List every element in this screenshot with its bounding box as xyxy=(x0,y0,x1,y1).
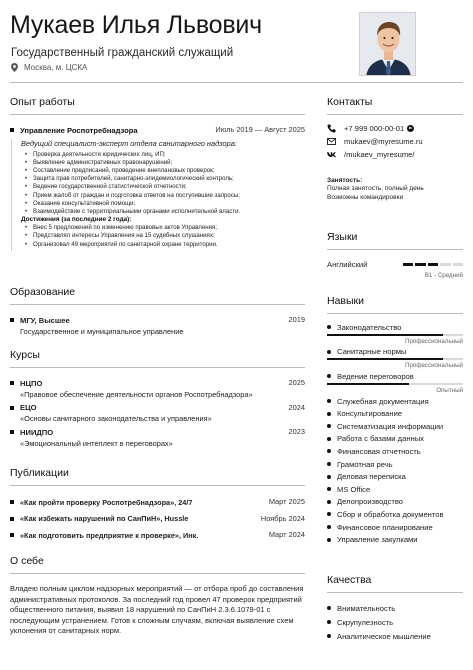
quality-name: Внимательность xyxy=(337,603,396,613)
skill-item xyxy=(327,533,463,546)
skill-item xyxy=(327,483,463,496)
skill-item xyxy=(327,458,463,471)
dot-bullet-icon xyxy=(327,606,331,610)
job-dates: Июль 2019 — Август 2025 xyxy=(215,125,305,134)
dot-bullet-icon xyxy=(327,424,331,428)
publication-name: «Как подготовить предприятие к проверке», Инк. xyxy=(20,530,199,540)
skill-name: MS Office xyxy=(337,484,371,494)
duty-item: • Ведение государственной статистической отчетности; xyxy=(21,183,305,191)
skill-name: Систематизация информации xyxy=(337,421,444,431)
skill-item xyxy=(327,496,463,509)
language-entry xyxy=(327,260,463,279)
duty-item: • Выявление административных правонарушений; xyxy=(21,159,305,167)
duty-item: • Оказание консультативной помощи; xyxy=(21,200,305,208)
skills-section xyxy=(327,295,463,546)
duties-list xyxy=(21,151,305,217)
skill-level-bar xyxy=(327,334,463,336)
contact-vk[interactable] xyxy=(327,148,463,161)
language-name: Английский xyxy=(327,260,368,269)
skill-name: Управление закупками xyxy=(337,535,418,545)
square-bullet-icon xyxy=(10,533,14,537)
dot-bullet-icon xyxy=(327,325,331,329)
about-text: Владею полным циклом надзорных мероприятий — от отбора проб до составления административных протоколов. За последний год провел 47 проверок предприятий общественного питания, выявил 18 нарушений по СанПиН 2.3.6.1079-01 с последующим устранением. Готов к сложным случаям, включая выявление схем уклонения от санитарных норм. xyxy=(10,584,304,636)
duty-item: • Взаимодействие с территориальными органами исполнительной власти. xyxy=(21,208,305,216)
dot-bullet-icon xyxy=(327,412,331,416)
publication-entry xyxy=(10,530,305,540)
education-year: 2019 xyxy=(288,315,305,324)
language-level-segment xyxy=(403,263,413,266)
skill-name: Санитарные нормы xyxy=(337,347,407,357)
dot-bullet-icon xyxy=(327,399,331,403)
course-entry xyxy=(10,427,305,449)
courses-heading: Курсы xyxy=(10,349,305,368)
languages-section xyxy=(327,231,463,279)
telegram-icon xyxy=(407,125,414,132)
course-entry xyxy=(10,403,305,425)
language-level-segment xyxy=(440,263,450,266)
dot-bullet-icon xyxy=(327,437,331,441)
skill-level-fill xyxy=(327,383,409,385)
publications-section xyxy=(10,467,305,547)
vk-handle[interactable]: /mukaev_myresume/ xyxy=(344,150,415,159)
dot-bullet-icon xyxy=(327,512,331,516)
achievement-item: • Представлял интересы Управления на 15 судебных слушаниях; xyxy=(21,232,305,240)
employment-info xyxy=(327,177,463,202)
language-level-bar xyxy=(403,263,463,266)
publication-entry xyxy=(10,514,305,524)
location-text: Москва, м. ЦСКА xyxy=(24,63,88,72)
phone-number[interactable]: +7 999 000-00-01 xyxy=(344,124,405,133)
about-heading: О себе xyxy=(10,555,305,574)
dot-bullet-icon xyxy=(327,620,331,624)
publication-name: «Как избежать нарушений по СанПиН», Hussle xyxy=(20,514,189,523)
skill-item xyxy=(327,433,463,446)
skill-name: Деловая переписка xyxy=(337,472,406,482)
quality-item xyxy=(327,601,463,615)
square-bullet-icon xyxy=(10,500,14,504)
course-year: 2023 xyxy=(288,427,305,436)
dot-bullet-icon xyxy=(327,525,331,529)
contacts-section xyxy=(327,96,463,202)
rated-skill xyxy=(327,321,463,345)
location xyxy=(11,63,87,72)
skill-name: Ведение переговоров xyxy=(337,371,414,381)
course-org: НЦПО xyxy=(20,378,43,388)
course-name: «Правовое обеспечение деятельности органов Роспотребнадзора» xyxy=(20,389,253,399)
dot-bullet-icon xyxy=(327,500,331,504)
courses-section xyxy=(10,349,305,452)
skill-level: Профессиональный xyxy=(405,337,463,345)
skill-item xyxy=(327,407,463,420)
publications-heading: Публикации xyxy=(10,467,305,486)
contacts-heading: Контакты xyxy=(327,96,463,115)
duty-item: • Защита прав потребителей, санитарно-эпидемиологический контроль; xyxy=(21,175,305,183)
square-bullet-icon xyxy=(10,430,14,434)
contact-phone[interactable] xyxy=(327,122,463,135)
skill-name: Делопроизводство xyxy=(337,497,404,507)
employment-label: Занятость: xyxy=(327,177,363,184)
skill-level-bar xyxy=(327,383,463,385)
square-bullet-icon xyxy=(10,517,14,521)
quality-name: Скрупулезность xyxy=(337,617,394,627)
publication-entry xyxy=(10,497,305,507)
vk-icon xyxy=(327,150,336,159)
dot-bullet-icon xyxy=(327,538,331,542)
publication-date: Ноябрь 2024 xyxy=(260,513,305,523)
job-company: Управление Роспотребнадзора xyxy=(20,125,138,135)
skill-name: Работа с базами данных xyxy=(337,434,424,444)
publication-name: «Как пройти проверку Роспотребнадзора», 24/7 xyxy=(20,497,193,507)
skill-level-fill xyxy=(327,334,443,336)
duty-item: • Составление предписаний, проведение внеплановых проверок; xyxy=(21,167,305,175)
skill-item xyxy=(327,470,463,483)
experience-section xyxy=(10,96,305,251)
plain-skills-list xyxy=(327,395,463,546)
square-bullet-icon xyxy=(10,318,14,322)
rated-skill xyxy=(327,346,463,370)
qualities-section xyxy=(327,574,463,643)
contact-email[interactable] xyxy=(327,135,463,148)
square-bullet-icon xyxy=(10,406,14,410)
job-position: Ведущий специалист-эксперт отдела санитарного надзора: xyxy=(21,138,237,148)
dot-bullet-icon xyxy=(327,487,331,491)
language-level-segment xyxy=(415,263,425,266)
course-name: «Эмоциональный интеллект в переговорах» xyxy=(20,438,173,448)
experience-heading: Опыт работы xyxy=(10,96,305,115)
languages-heading: Языки xyxy=(327,231,463,250)
course-name: «Основы санитарного законодательства и управления» xyxy=(20,414,212,423)
business-trips: Возможны командировки xyxy=(327,193,404,201)
square-bullet-icon xyxy=(10,128,14,132)
portrait-image xyxy=(360,13,416,76)
rated-skills-list xyxy=(327,321,463,394)
duty-item: • Проверка деятельности юридических лиц, ИП; xyxy=(21,151,305,159)
dot-bullet-icon xyxy=(327,350,331,354)
person-name: Мукаев Илья Львович xyxy=(10,11,262,39)
skill-name: Законодательство xyxy=(337,322,402,332)
profile-photo xyxy=(359,12,416,76)
job-entry xyxy=(10,125,305,251)
job-title: Государственный гражданский служащий xyxy=(11,47,234,59)
about-section xyxy=(10,555,305,637)
skill-name: Сбор и обработка документов xyxy=(337,509,444,519)
dot-bullet-icon xyxy=(327,449,331,453)
dot-bullet-icon xyxy=(327,475,331,479)
language-level-segment xyxy=(453,263,463,266)
rated-skill xyxy=(327,370,463,394)
skill-level-fill xyxy=(327,358,443,360)
course-year: 2025 xyxy=(288,378,305,387)
skill-name: Служебная документация xyxy=(337,396,429,406)
employment-type: Полная занятость, полный день xyxy=(327,185,424,193)
mail-icon xyxy=(327,137,336,146)
course-org: НИИДПО xyxy=(20,427,54,437)
quality-item xyxy=(327,615,463,629)
location-pin-icon xyxy=(11,63,18,72)
dot-bullet-icon xyxy=(327,374,331,378)
course-entry xyxy=(10,378,305,400)
education-section xyxy=(10,286,305,337)
achievements-heading: Достижения (за последние 2 года): xyxy=(21,216,132,224)
square-bullet-icon xyxy=(10,381,14,385)
skill-name: Консультирование xyxy=(337,409,403,419)
skill-item xyxy=(327,420,463,433)
skill-item xyxy=(327,521,463,534)
quality-item xyxy=(327,629,463,643)
phone-icon xyxy=(327,124,336,133)
header-divider xyxy=(10,82,463,83)
skill-level-bar xyxy=(327,358,463,360)
course-org: ЕЦО xyxy=(20,403,37,412)
qualities-heading: Качества xyxy=(327,574,463,593)
quality-name: Аналитическое мышление xyxy=(337,631,431,641)
education-field: Государственное и муниципальное управление xyxy=(20,326,184,336)
duty-item: • Прием жалоб от граждан и подготовка ответов на поступившие запросы; xyxy=(21,192,305,200)
email-address[interactable]: mukaev@myresume.ru xyxy=(344,137,423,146)
skills-heading: Навыки xyxy=(327,295,463,314)
skill-level: Опытный xyxy=(436,386,463,394)
job-details xyxy=(11,139,305,251)
skill-level: Профессиональный xyxy=(405,362,463,370)
skill-item xyxy=(327,395,463,408)
achievement-item: • Организовал 49 мероприятий по санитарной охране территории. xyxy=(21,241,305,249)
achievement-item: • Внес 5 предложений по изменению правовых актов Управления; xyxy=(21,224,305,232)
language-level: B1 - Средний xyxy=(424,272,463,279)
course-year: 2024 xyxy=(288,402,305,412)
skill-name: Финансовое планирование xyxy=(337,522,433,532)
language-level-segment xyxy=(428,263,438,266)
qualities-list xyxy=(327,601,463,643)
skill-item xyxy=(327,508,463,521)
publication-date: Март 2024 xyxy=(268,530,305,539)
dot-bullet-icon xyxy=(327,634,331,638)
achievements-list xyxy=(21,224,305,249)
skill-name: Финансовая отчетность xyxy=(337,446,421,456)
education-entry xyxy=(10,315,305,337)
resume-header xyxy=(10,8,463,83)
publication-date: Март 2025 xyxy=(268,497,305,506)
education-heading: Образование xyxy=(10,286,305,305)
education-school: МГУ, Высшее xyxy=(20,315,70,325)
dot-bullet-icon xyxy=(327,462,331,466)
skill-name: Грамотная речь xyxy=(337,459,393,469)
skill-item xyxy=(327,445,463,458)
